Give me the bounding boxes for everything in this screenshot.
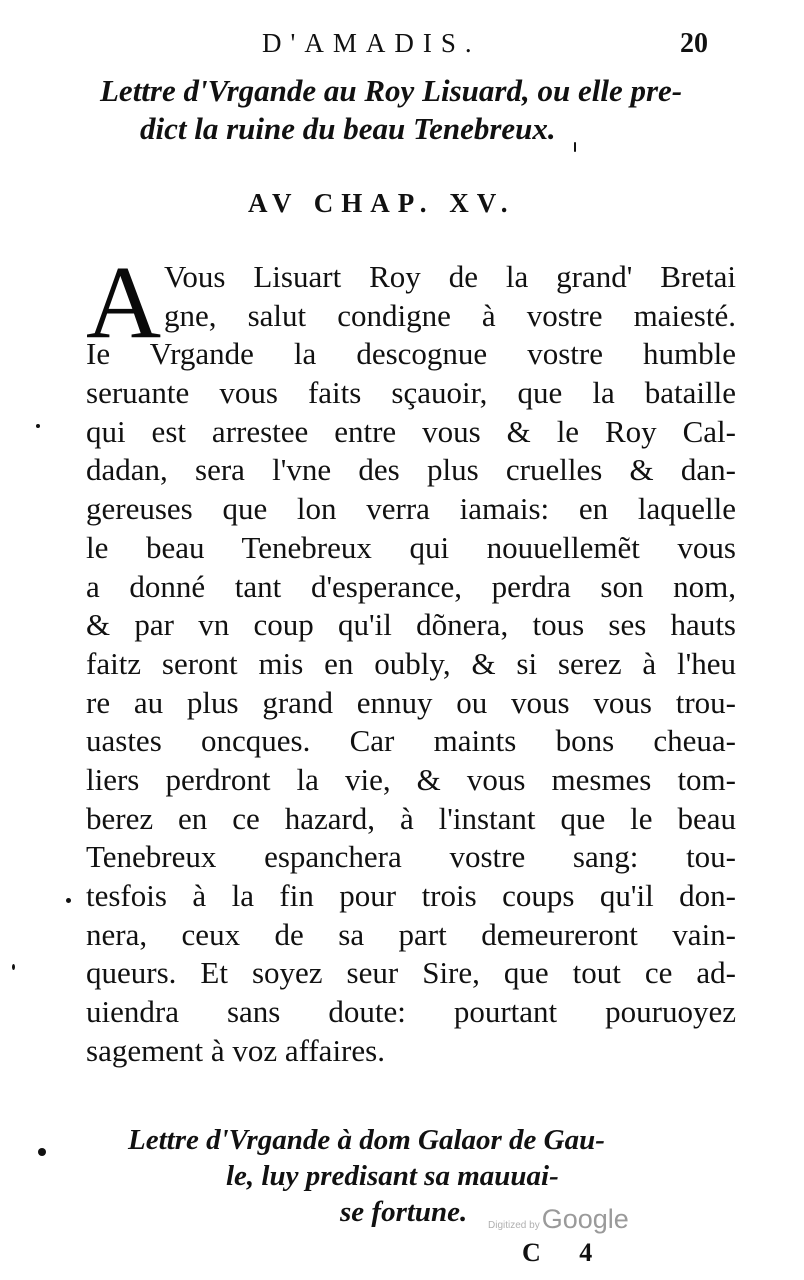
- body-line: le beau Tenebreux qui nouuellemẽt vous: [86, 529, 736, 565]
- page-number: 20: [680, 28, 708, 59]
- letter-2-heading: [128, 1122, 718, 1230]
- letter-2-heading-line: le, luy predisant sa mauuai-: [226, 1160, 559, 1192]
- body-line: liers perdront la vie, & vous mesmes tom-: [86, 761, 736, 797]
- body-line: nera, ceux de sa part demeureront vain-: [86, 916, 736, 952]
- body-line: uiendra sans doute: pourtant pouruoyez: [86, 994, 736, 1030]
- ink-speck: [38, 1148, 46, 1156]
- body-line: sagement à voz affaires.: [86, 1032, 385, 1068]
- body-line: berez en ce hazard, à l'instant que le beau: [86, 800, 736, 836]
- letter-1-body: [86, 245, 736, 1070]
- body-line: queurs. Et soyez seur Sire, que tout ce ad-: [86, 955, 736, 991]
- letter-1-heading-line: Lettre d'Vrgande au Roy Lisuard, ou elle pre-: [100, 73, 683, 108]
- letter-1-heading: [100, 72, 720, 148]
- body-line: & par vn coup qu'il dõnera, tous ses hauts: [86, 607, 736, 643]
- chapter-reference: AV CHAP. XV.: [248, 188, 516, 218]
- ink-speck: [36, 424, 40, 428]
- running-head: [0, 28, 804, 62]
- body-line: a donné tant d'esperance, perdra son nom,: [86, 568, 736, 604]
- body-line: Tenebreux espanchera vostre sang: tou-: [86, 839, 736, 875]
- letter-2-heading-line: se fortune.: [340, 1196, 468, 1228]
- watermark-brand: Google: [541, 1204, 629, 1234]
- letter-1-heading-line: dict la ruine du beau Tenebreux.: [140, 111, 556, 146]
- ink-speck: [12, 964, 15, 970]
- drop-cap: A: [86, 245, 162, 360]
- ink-speck: [66, 898, 71, 903]
- digitization-watermark: [488, 1204, 629, 1235]
- body-line: Vous Lisuart Roy de la grand' Bretai: [164, 259, 736, 294]
- body-line: gne, salut condigne à vostre maiesté.: [164, 297, 736, 333]
- signature-mark: C 4: [522, 1238, 609, 1267]
- body-line: tesfois à la fin pour trois coups qu'il don-: [86, 878, 736, 913]
- running-title: D'AMADIS.: [262, 28, 481, 58]
- ink-speck: [574, 142, 576, 152]
- watermark-prefix: Digitized by: [488, 1220, 540, 1231]
- letter-2-heading-line: Lettre d'Vrgande à dom Galaor de Gau-: [128, 1124, 605, 1156]
- body-line: seruante vous faits sçauoir, que la bataille: [86, 375, 736, 411]
- body-line: dadan, sera l'vne des plus cruelles & dan-: [86, 452, 736, 488]
- body-line: faitz seront mis en oubly, & si serez à l'heu: [86, 645, 736, 681]
- body-line: uastes oncques. Car maints bons cheua-: [86, 723, 736, 759]
- body-line: qui est arrestee entre vous & le Roy Cal-: [86, 413, 736, 449]
- body-line: Ie Vrgande la descognue vostre humble: [86, 336, 736, 372]
- body-line: gereuses que lon verra iamais: en laquelle: [86, 491, 736, 527]
- body-line: re au plus grand ennuy ou vous vous trou-: [86, 684, 736, 720]
